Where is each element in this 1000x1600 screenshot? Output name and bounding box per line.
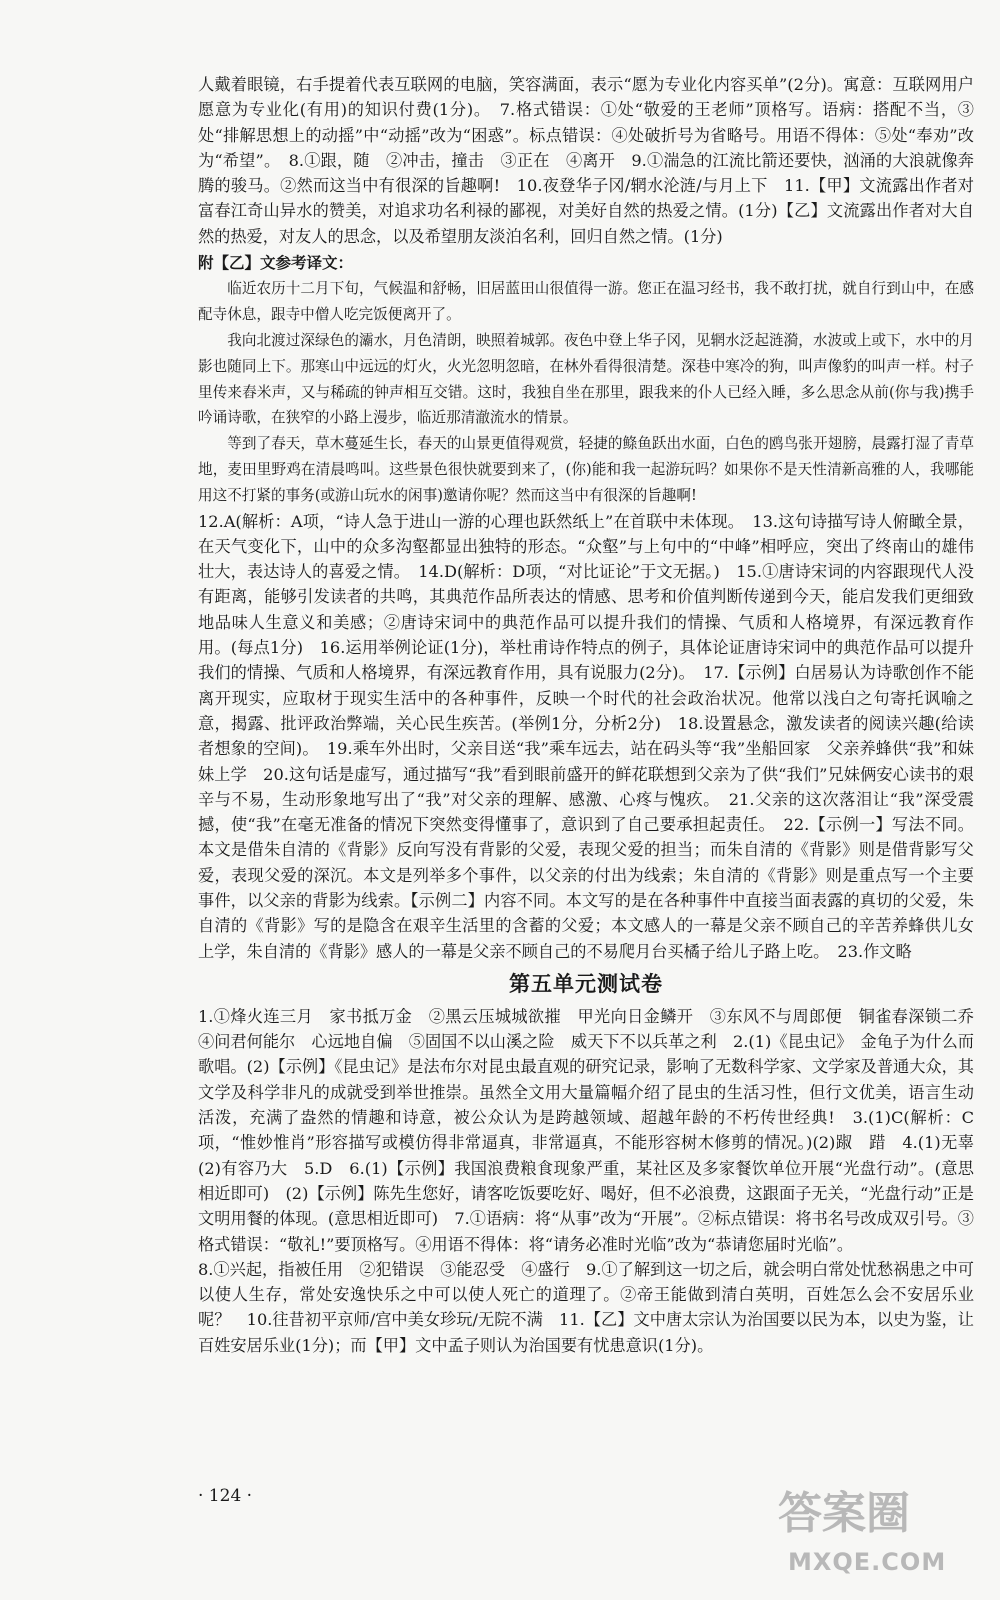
watermark-logo xyxy=(768,1480,968,1580)
answer-block-unit5-part2: 8.①兴起，指被任用 ②犯错误 ③能忍受 ④盛行 9.①了解到这一切之后，就会明白常处忧愁祸患之中可以使人生存，常处安逸快乐之中可以使人死亡的道理了。②帝王能做到清白英明，百姓怎么会不安居乐业呢？ 10.往昔初平京师/宫中美女珍玩/无院不满 11.【乙】文中唐太宗认为治国要以民为本，以史为鉴，让百姓安居乐业(1分)；而【甲】文中孟子则认为治国要有忧患意识(1分)。 xyxy=(198,1259,974,1355)
answer-block-unit4-part2: 12.A(解析：A项，“诗人急于进山一游的心理也跃然纸上”在首联中未体现。 13.这句诗描写诗人俯瞰全景，在天气变化下，山中的众多沟壑都显出独特的形态。“众壑”与上句中的“中峰”相呼应，突出了终南山的雄伟壮大，表达诗人的喜爱之情。 14.D(解析：D项，“对比证论”于文无据。) 15.①唐诗宋词的内容跟现代人没有距离，能够引发读者的共鸣，其典范作品所表达的情感、思考和价值判断传递到今天，能启发我们更细致地品味人生意义和美感；②唐诗宋词中的典范作品可以提升我们的情操、气质和人格境界，有深远教育作用。(每点1分) 16.运用举例论证(1分)，举杜甫诗作特点的例子，具体论证唐诗宋词中的典范作品可以提升我们的情操、气质和人格境界，有深远教育作用，具有说服力(2分)。 17.【示例】白居易认为诗歌创作不能离开现实，应取材于现实生活中的各种事件，反映一个时代的社会政治状况。他常以浅白之句寄托讽喻之意，揭露、批评政治弊端，关心民生疾苦。(举例1分，分析2分) 18.设置悬念，激发读者的阅读兴趣(给读者想象的空间)。 19.乘车外出时，父亲目送“我”乘车远去，站在码头等“我”坐船回家 父亲养蜂供“我”和妹妹上学 20.这句话是虚写，通过描写“我”看到眼前盛开的鲜花联想到父亲为了供“我们”兄妹俩安心读书的艰辛与不易，生动形象地写出了“我”对父亲的理解、感激、心疼与愧疚。 21.父亲的这次落泪让“我”深受震撼，使“我”在毫无准备的情况下突然变得懂事了，意识到了自己要承担起责任。 22.【示例一】写法不同。本文是借朱自清的《背影》反向写没有背影的父爱，表现父爱的担当；而朱自清的《背影》则是借背影写父爱，表现父爱的深沉。本文是列举多个事件，以父亲的付出为线索；朱自清的《背影》则是重点写一个主要事件，以父亲的背影为线索。【示例二】内容不同。本文写的是在各种事件中直接当面表露的真切的父爱，朱自清的《背影》写的是隐含在艰辛生活里的含蓄的父爱；本文感人的一幕是父亲不顾自己的辛苦养蜂供儿女上学，朱自清的《背影》感人的一幕是父亲不顾自己的不易爬月台买橘子给儿子路上吃。 23.作文略 xyxy=(198,511,974,961)
section-title: 第五单元测试卷 xyxy=(509,971,663,996)
watermark-main-text: 答案圈 xyxy=(778,1488,910,1539)
appendix-label: 附【乙】文参考译文： xyxy=(198,254,354,273)
answer-block-unit4-part1: 人戴着眼镜，右手提着代表互联网的电脑，笑容满面，表示“愿为专业化内容买单”(2分)。寓意：互联网用户愿意为专业化(有用)的知识付费(1分)。 7.格式错误：①处“敬爱的王老师”顶格写。语病：搭配不当，③处“排解思想上的动摇”中“动摇”改为“困惑”。标点错误：④处破折号为省略号。用语不得体：⑤处“奉劝”改为“希望”。 8.①跟，随 ②冲击，撞击 ③正在 ④离开 9.①湍急的江流比箭还要快，汹涌的大浪就像奔腾的骏马。②然而这当中有很深的旨趣啊! 10.夜登华子冈/辋水沦涟/与月上下 11.【甲】文流露出作者对富春江奇山异水的赞美，对追求功名利禄的鄙视，对美好自然的热爱之情。(1分)【乙】文流露出作者对大自然的热爱，对友人的思念，以及希望朋友淡泊名利，回归自然之情。(1分) xyxy=(198,75,974,246)
answer-block-unit5-part1: 1.①烽火连三月 家书抵万金 ②黑云压城城欲摧 甲光向日金鳞开 ③东风不与周郎便 铜雀春深锁二乔 ④问君何能尔 心远地自偏 ⑤固国不以山溪之险 威天下不以兵革之利 2.(1)《昆虫记》 金龟子为什么而歌唱。(2)【示例】《昆虫记》是法布尔对昆虫最直观的研究记录，影响了无数科学家、文学家及普通大众，其文学及科学非凡的成就受到举世推崇。虽然全文用大量篇幅介绍了昆虫的生活习性，但行文优美，语言生动活泼，充满了盎然的情趣和诗意，被公众认为是跨越领域、超越年龄的不朽传世经典! 3.(1)C(解析：C项，“惟妙惟肖”形容描写或模仿得非常逼真，非常逼真，不能形容树木修剪的情况。)(2)踧 踖 4.(1)无辜 (2)有容乃大 5.D 6.(1)【示例】我国浪费粮食现象严重，某社区及多家餐饮单位开展“光盘行动”。(意思相近即可) (2)【示例】陈先生您好，请客吃饭要吃好、喝好，但不必浪费，这跟面子无关，“光盘行动”正是文明用餐的体现。(意思相近即可) 7.①语病：将“从事”改为“开展”。②标点错误：将书名号改成双引号。③格式错误：“敬礼!”要顶格写。④用语不得体：将“请务必准时光临”改为“恭请您届时光临”。 xyxy=(198,1006,991,1254)
translation-paragraph-1: 临近农历十二月下旬，气候温和舒畅，旧居蓝田山很值得一游。您正在温习经书，我不敢打扰，就自行到山中，在感配寺休息，跟寺中僧人吃完饭便离开了。 xyxy=(198,280,974,324)
translation-paragraph-3: 等到了春天，草木蔓延生长，春天的山景更值得观赏，轻捷的鲦鱼跃出水面，白色的鸥鸟张开翅膀，晨露打湿了青草地，麦田里野鸡在清晨鸣叫。这些景色很快就要到来了，(你)能和我一起游玩吗？如果你不是天性清新高雅的人，我哪能用这不打紧的事务(或游山玩水的闲事)邀请你呢？然而这当中有很深的旨趣啊! xyxy=(198,435,974,504)
watermark-sub-text: MXQE.COM xyxy=(788,1548,947,1576)
page-number: · 124 · xyxy=(198,1486,253,1506)
translation-paragraph-2: 我向北渡过深绿色的灞水，月色清朗，映照着城郭。夜色中登上华子冈，见辋水泛起涟漪，水波或上或下，水中的月影也随同上下。那寒山中远远的灯火，火光忽明忽暗，在林外看得很清楚。深巷中寒冷的狗，叫声像豹的叫声一样。村子里传来舂米声，又与稀疏的钟声相互交错。这时，我独自坐在那里，跟我来的仆人已经入睡，多么思念从前(你与我)携手吟诵诗歌，在狭窄的小路上漫步，临近那清澈流水的情景。 xyxy=(198,331,974,427)
